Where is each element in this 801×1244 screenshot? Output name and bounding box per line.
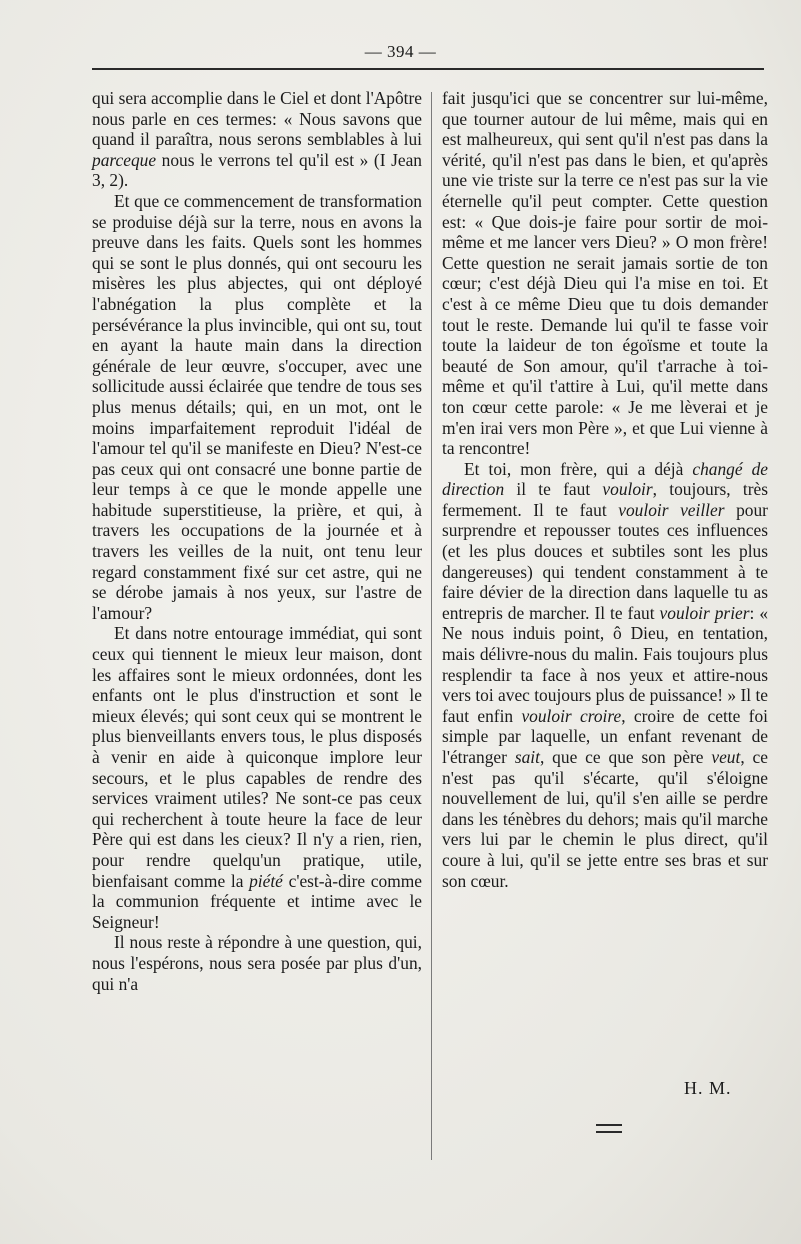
- text-run: , ce n'est pas qu'il s'écarte, qu'il s'éloigne nouvellement de lui, qu'il s'en aille se perdre dans les ténèbres du dehors; mais qu'il marche vers lui par le chemin le plus direct, qu'il coure à lui, qu'il se jette entre ses bras et sur son cœur.: [442, 747, 768, 891]
- text-run: , croire de cette foi simple par laquelle, un enfant revenant de l'étranger: [442, 705, 768, 767]
- text-run: , toujours, très fermement. Il te faut: [442, 479, 768, 520]
- right-paragraph-1: fait jusqu'ici que se concentrer sur lui-même, que tourner autour de lui même, mais qui en est malheureux, qui sent qu'il n'est pas dans la vérité, qu'il n'est pas dans le bien, et qu'après une vie triste sur la terre ce n'est pas sur la vie éternelle qu'il peut compter. Cette question est: « Que dois-je faire pour sortir de moi-même et me lancer vers Dieu? » O mon frère! Cette question ne serait jamais sortie de ton cœur; c'est déjà Dieu qui l'a mise en toi. Et c'est à ce même Dieu que tu dois demander tout le reste. Demande lui qu'il te fasse voir toute la laideur de ton égoïsme et toute la beauté de Son amour, qu'il t'arrache à toi-même et qu'il t'attire à Lui, qu'il mette dans ton cœur cette parole: « Je me lèverai et je m'en irai vers mon Père », et que Lui vienne à ta rencontre!: [442, 88, 768, 459]
- text-run: , que ce que son père: [539, 747, 712, 767]
- right-paragraph-2: [442, 459, 768, 891]
- left-paragraph-2: Et que ce commencement de transformation se produise déjà sur la terre, nous en avons la preuve dans les faits. Quels sont les hommes qui se sont le plus donnés, qui ont secouru les misères les plus abjectes, qui ont déployé l'abnégation la plus complète et la persévérance la plus invincible, qui ont su, tout en ayant la haute main dans la direction générale de leur œuvre, s'occuper, avec une sollicitude aussi éclairée que tendre de tous ses plus menus détails; qui, en un mot, ont le moins imparfaitement reproduit l'idéal de l'amour tel qu'il se manifeste en Dieu? N'est-ce pas ceux qui ont consacré une bonne partie de leur temps à ce que le monde appelle une habitude superstitieuse, la prière, et qui, à travers les occupations de la journée et à travers les veilles de la nuit, ont tenu leur regard constamment fixé sur cet astre, qui ne se dérobe jamais à nos yeux, sur l'astre de l'amour?: [92, 190, 422, 623]
- text-run: qui sera accomplie dans le Ciel et dont l'Apôtre nous parle en ces termes: « Nous savons que quand il paraîtra, nous serons semblables à lui: [92, 88, 422, 150]
- italic-text: vouloir prier: [659, 602, 750, 623]
- text-run: : « Ne nous induis point, ô Dieu, en tentation, mais délivre-nous du malin. Fais toujours plus resplendir ta face à nos yeux et attire-nous vers toi avec toujours plus de puissance! » Il te faut enfin: [442, 602, 769, 726]
- italic-text: changé de direction: [442, 458, 769, 500]
- italic-text: parceque: [92, 149, 157, 170]
- left-paragraph-4: Il nous reste à répondre à une question, qui, nous l'espérons, nous sera posée par plus d'un, qui n'a: [92, 932, 422, 994]
- text-run: Et dans notre entourage immédiat, qui sont ceux qui tiennent le mieux leur maison, dont les affaires sont le mieux ordonnées, dont les enfants ont le plus d'instruction et sont le mieux élevés; qui sont ceux qui se montrent le plus bienveillants envers tous, le plus disposés à venir en aide à quiconque implore leur secours, et le plus capables de rendre des services vraiment utiles? Ne sont-ce pas ceux qui recherchent à toute heure la face de leur Père qui est dans les cieux? Il n'y a rien, rien, pour rendre quelqu'un pratique, utile, bienfaisant comme la: [92, 623, 422, 891]
- author-signature: H. M.: [684, 1078, 732, 1098]
- left-paragraph-1: [92, 88, 422, 191]
- page-number: — 394 —: [364, 42, 437, 61]
- left-column: [92, 88, 422, 994]
- italic-text: vouloir croire: [521, 705, 622, 726]
- right-column: [442, 88, 768, 891]
- italic-text: piété: [249, 870, 283, 891]
- text-run: nous le verrons tel qu'il est » (I Jean 3, 2).: [92, 149, 422, 191]
- end-ornament: [596, 1124, 622, 1134]
- text-run: Et toi, mon frère, qui a déjà: [464, 458, 693, 479]
- italic-text: vouloir veiller: [618, 499, 725, 520]
- header-rule: [92, 68, 764, 70]
- text-run: c'est-à-dire comme la communion fréquente et intime avec le Seigneur!: [92, 870, 422, 932]
- italic-text: sait: [514, 747, 540, 767]
- text-run: il te faut: [504, 479, 603, 500]
- column-divider: [431, 92, 432, 1160]
- left-paragraph-3: [92, 623, 422, 932]
- text-run: pour surprendre et repousser toutes ces influences (et les plus douces et subtiles sont les plus dangereuses) qui tendent constamment à te faire dévier de la direction dans laquelle tu as entrepris de marcher. Il te faut: [442, 499, 768, 623]
- italic-text: veut: [711, 747, 741, 767]
- italic-text: vouloir: [602, 479, 653, 500]
